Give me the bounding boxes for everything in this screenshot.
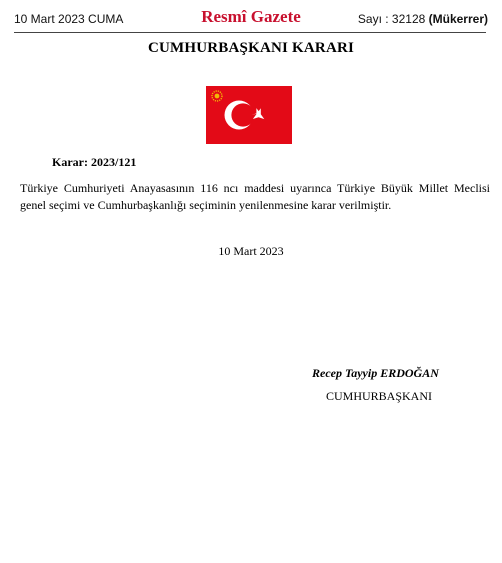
header-issue (358, 12, 488, 26)
signer-name: Recep Tayyip ERDOĞAN (312, 366, 439, 380)
issue-suffix: (Mükerrer) (428, 12, 488, 26)
signer-title: CUMHURBAŞKANI (326, 389, 433, 403)
decision-body-text: Türkiye Cumhuriyeti Anayasasının 116 ncı maddesi uyarınca Türkiye Büyük Millet Meclisi genel seçimi ve Cumhurbaşkanlığı seçiminin yenilenmesine karar verilmiştir. (20, 181, 490, 212)
gazette-title: Resmî Gazete (201, 7, 301, 26)
document-title: CUMHURBAŞKANI KARARI (147, 40, 355, 56)
decision-number: Karar: 2023/121 (52, 155, 137, 169)
header-divider (14, 32, 486, 33)
decision-body (20, 180, 490, 214)
issue-number: Sayı : 32128 (357, 12, 426, 26)
turkish-flag-icon (206, 86, 292, 144)
decision-date: 10 Mart 2023 (218, 244, 284, 258)
header-date: 10 Mart 2023 CUMA (14, 12, 124, 26)
